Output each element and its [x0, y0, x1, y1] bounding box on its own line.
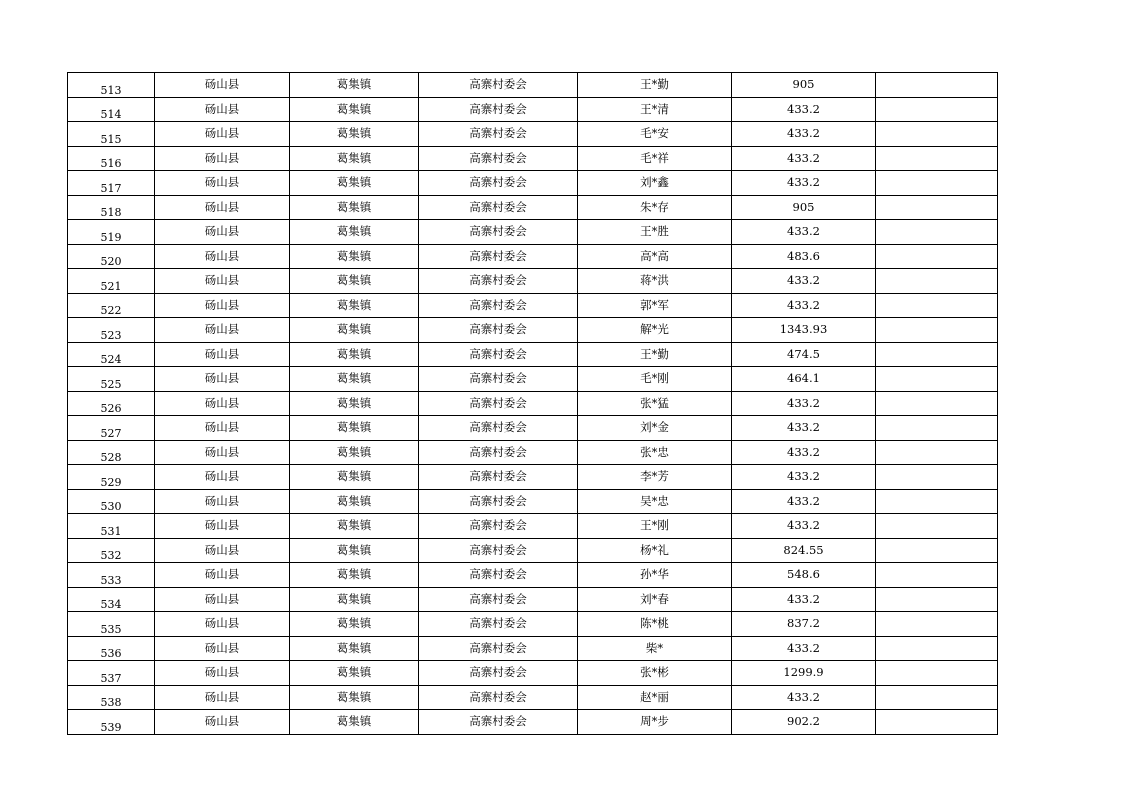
amount-cell: 905 [732, 195, 876, 220]
table-row [68, 587, 998, 612]
table-row [68, 661, 998, 686]
village-cell: 高寨村委会 [419, 710, 578, 735]
village-cell: 高寨村委会 [419, 514, 578, 539]
table-row [68, 318, 998, 343]
amount-cell: 483.6 [732, 244, 876, 269]
village-cell: 高寨村委会 [419, 122, 578, 147]
table-row [68, 514, 998, 539]
amount-cell: 824.55 [732, 538, 876, 563]
person-name-cell: 陈*桃 [578, 612, 732, 637]
row-number-cell: 521 [68, 269, 155, 294]
row-number-cell: 516 [68, 146, 155, 171]
row-number-cell: 520 [68, 244, 155, 269]
person-name-cell: 李*芳 [578, 465, 732, 490]
town-cell: 葛集镇 [290, 685, 419, 710]
county-cell: 砀山县 [155, 97, 290, 122]
table-row [68, 465, 998, 490]
note-cell [876, 171, 998, 196]
county-cell: 砀山县 [155, 195, 290, 220]
note-cell [876, 587, 998, 612]
town-cell: 葛集镇 [290, 367, 419, 392]
village-cell: 高寨村委会 [419, 146, 578, 171]
note-cell [876, 538, 998, 563]
person-name-cell: 周*步 [578, 710, 732, 735]
person-name-cell: 王*勤 [578, 342, 732, 367]
person-name-cell: 刘*金 [578, 416, 732, 441]
note-cell [876, 146, 998, 171]
town-cell: 葛集镇 [290, 293, 419, 318]
row-number-cell: 514 [68, 97, 155, 122]
note-cell [876, 367, 998, 392]
table-body [68, 73, 998, 735]
county-cell: 砀山县 [155, 220, 290, 245]
town-cell: 葛集镇 [290, 514, 419, 539]
note-cell [876, 318, 998, 343]
county-cell: 砀山县 [155, 269, 290, 294]
town-cell: 葛集镇 [290, 440, 419, 465]
table-row [68, 293, 998, 318]
county-cell: 砀山县 [155, 367, 290, 392]
town-cell: 葛集镇 [290, 563, 419, 588]
table-row [68, 685, 998, 710]
row-number-cell: 519 [68, 220, 155, 245]
amount-cell: 464.1 [732, 367, 876, 392]
town-cell: 葛集镇 [290, 220, 419, 245]
town-cell: 葛集镇 [290, 97, 419, 122]
person-name-cell: 赵*丽 [578, 685, 732, 710]
town-cell: 葛集镇 [290, 416, 419, 441]
village-cell: 高寨村委会 [419, 440, 578, 465]
village-cell: 高寨村委会 [419, 636, 578, 661]
amount-cell: 433.2 [732, 293, 876, 318]
row-number-cell: 515 [68, 122, 155, 147]
amount-cell: 433.2 [732, 146, 876, 171]
table-row [68, 416, 998, 441]
table-row [68, 97, 998, 122]
table-row [68, 244, 998, 269]
county-cell: 砀山县 [155, 612, 290, 637]
town-cell: 葛集镇 [290, 489, 419, 514]
person-name-cell: 刘*鑫 [578, 171, 732, 196]
amount-cell: 474.5 [732, 342, 876, 367]
amount-cell: 433.2 [732, 514, 876, 539]
note-cell [876, 244, 998, 269]
village-cell: 高寨村委会 [419, 587, 578, 612]
town-cell: 葛集镇 [290, 171, 419, 196]
note-cell [876, 661, 998, 686]
note-cell [876, 122, 998, 147]
amount-cell: 433.2 [732, 97, 876, 122]
note-cell [876, 612, 998, 637]
row-number-cell: 537 [68, 661, 155, 686]
county-cell: 砀山县 [155, 563, 290, 588]
table-row [68, 489, 998, 514]
county-cell: 砀山县 [155, 440, 290, 465]
note-cell [876, 97, 998, 122]
county-cell: 砀山县 [155, 342, 290, 367]
county-cell: 砀山县 [155, 244, 290, 269]
village-cell: 高寨村委会 [419, 269, 578, 294]
town-cell: 葛集镇 [290, 318, 419, 343]
county-cell: 砀山县 [155, 146, 290, 171]
town-cell: 葛集镇 [290, 342, 419, 367]
person-name-cell: 柴* [578, 636, 732, 661]
person-name-cell: 张*忠 [578, 440, 732, 465]
person-name-cell: 郭*军 [578, 293, 732, 318]
village-cell: 高寨村委会 [419, 293, 578, 318]
town-cell: 葛集镇 [290, 195, 419, 220]
table-row [68, 391, 998, 416]
county-cell: 砀山县 [155, 73, 290, 98]
town-cell: 葛集镇 [290, 587, 419, 612]
row-number-cell: 539 [68, 710, 155, 735]
village-cell: 高寨村委会 [419, 195, 578, 220]
amount-cell: 433.2 [732, 636, 876, 661]
county-cell: 砀山县 [155, 293, 290, 318]
county-cell: 砀山县 [155, 710, 290, 735]
row-number-cell: 524 [68, 342, 155, 367]
person-name-cell: 张*彬 [578, 661, 732, 686]
amount-cell: 433.2 [732, 587, 876, 612]
row-number-cell: 518 [68, 195, 155, 220]
county-cell: 砀山县 [155, 171, 290, 196]
town-cell: 葛集镇 [290, 73, 419, 98]
county-cell: 砀山县 [155, 318, 290, 343]
row-number-cell: 535 [68, 612, 155, 637]
subsidy-table [67, 72, 998, 735]
person-name-cell: 毛*安 [578, 122, 732, 147]
village-cell: 高寨村委会 [419, 244, 578, 269]
county-cell: 砀山县 [155, 685, 290, 710]
village-cell: 高寨村委会 [419, 73, 578, 98]
town-cell: 葛集镇 [290, 465, 419, 490]
town-cell: 葛集镇 [290, 636, 419, 661]
row-number-cell: 529 [68, 465, 155, 490]
note-cell [876, 73, 998, 98]
amount-cell: 433.2 [732, 440, 876, 465]
row-number-cell: 538 [68, 685, 155, 710]
person-name-cell: 王*勤 [578, 73, 732, 98]
note-cell [876, 269, 998, 294]
table-row [68, 710, 998, 735]
person-name-cell: 刘*春 [578, 587, 732, 612]
row-number-cell: 527 [68, 416, 155, 441]
note-cell [876, 685, 998, 710]
village-cell: 高寨村委会 [419, 391, 578, 416]
row-number-cell: 530 [68, 489, 155, 514]
table-row [68, 440, 998, 465]
row-number-cell: 532 [68, 538, 155, 563]
amount-cell: 1343.93 [732, 318, 876, 343]
note-cell [876, 391, 998, 416]
village-cell: 高寨村委会 [419, 538, 578, 563]
amount-cell: 433.2 [732, 465, 876, 490]
person-name-cell: 张*猛 [578, 391, 732, 416]
table-row [68, 171, 998, 196]
note-cell [876, 489, 998, 514]
person-name-cell: 吴*忠 [578, 489, 732, 514]
table-row [68, 342, 998, 367]
amount-cell: 433.2 [732, 489, 876, 514]
table-row [68, 122, 998, 147]
county-cell: 砀山县 [155, 416, 290, 441]
amount-cell: 548.6 [732, 563, 876, 588]
village-cell: 高寨村委会 [419, 661, 578, 686]
amount-cell: 433.2 [732, 171, 876, 196]
village-cell: 高寨村委会 [419, 489, 578, 514]
village-cell: 高寨村委会 [419, 416, 578, 441]
table-row [68, 612, 998, 637]
person-name-cell: 毛*祥 [578, 146, 732, 171]
village-cell: 高寨村委会 [419, 220, 578, 245]
town-cell: 葛集镇 [290, 710, 419, 735]
amount-cell: 837.2 [732, 612, 876, 637]
town-cell: 葛集镇 [290, 612, 419, 637]
note-cell [876, 440, 998, 465]
county-cell: 砀山县 [155, 391, 290, 416]
table-row [68, 367, 998, 392]
row-number-cell: 526 [68, 391, 155, 416]
table-row [68, 269, 998, 294]
village-cell: 高寨村委会 [419, 171, 578, 196]
row-number-cell: 513 [68, 73, 155, 98]
row-number-cell: 517 [68, 171, 155, 196]
amount-cell: 905 [732, 73, 876, 98]
note-cell [876, 342, 998, 367]
county-cell: 砀山县 [155, 122, 290, 147]
row-number-cell: 528 [68, 440, 155, 465]
note-cell [876, 710, 998, 735]
county-cell: 砀山县 [155, 465, 290, 490]
county-cell: 砀山县 [155, 661, 290, 686]
person-name-cell: 孙*华 [578, 563, 732, 588]
village-cell: 高寨村委会 [419, 612, 578, 637]
person-name-cell: 高*高 [578, 244, 732, 269]
note-cell [876, 465, 998, 490]
person-name-cell: 王*胜 [578, 220, 732, 245]
row-number-cell: 533 [68, 563, 155, 588]
village-cell: 高寨村委会 [419, 342, 578, 367]
amount-cell: 433.2 [732, 220, 876, 245]
person-name-cell: 杨*礼 [578, 538, 732, 563]
person-name-cell: 王*清 [578, 97, 732, 122]
town-cell: 葛集镇 [290, 244, 419, 269]
amount-cell: 433.2 [732, 416, 876, 441]
person-name-cell: 王*刚 [578, 514, 732, 539]
village-cell: 高寨村委会 [419, 563, 578, 588]
town-cell: 葛集镇 [290, 122, 419, 147]
county-cell: 砀山县 [155, 514, 290, 539]
village-cell: 高寨村委会 [419, 97, 578, 122]
table-row [68, 146, 998, 171]
table-row [68, 195, 998, 220]
note-cell [876, 416, 998, 441]
row-number-cell: 522 [68, 293, 155, 318]
village-cell: 高寨村委会 [419, 685, 578, 710]
amount-cell: 433.2 [732, 269, 876, 294]
village-cell: 高寨村委会 [419, 465, 578, 490]
county-cell: 砀山县 [155, 636, 290, 661]
town-cell: 葛集镇 [290, 146, 419, 171]
person-name-cell: 毛*刚 [578, 367, 732, 392]
row-number-cell: 525 [68, 367, 155, 392]
row-number-cell: 531 [68, 514, 155, 539]
table-row [68, 73, 998, 98]
note-cell [876, 563, 998, 588]
county-cell: 砀山县 [155, 489, 290, 514]
person-name-cell: 朱*存 [578, 195, 732, 220]
row-number-cell: 523 [68, 318, 155, 343]
town-cell: 葛集镇 [290, 661, 419, 686]
table-row [68, 563, 998, 588]
table-row [68, 538, 998, 563]
amount-cell: 902.2 [732, 710, 876, 735]
county-cell: 砀山县 [155, 538, 290, 563]
amount-cell: 433.2 [732, 391, 876, 416]
note-cell [876, 220, 998, 245]
town-cell: 葛集镇 [290, 269, 419, 294]
table-row [68, 636, 998, 661]
note-cell [876, 514, 998, 539]
person-name-cell: 解*光 [578, 318, 732, 343]
village-cell: 高寨村委会 [419, 318, 578, 343]
amount-cell: 433.2 [732, 685, 876, 710]
village-cell: 高寨村委会 [419, 367, 578, 392]
county-cell: 砀山县 [155, 587, 290, 612]
amount-cell: 433.2 [732, 122, 876, 147]
note-cell [876, 195, 998, 220]
town-cell: 葛集镇 [290, 391, 419, 416]
row-number-cell: 534 [68, 587, 155, 612]
note-cell [876, 636, 998, 661]
amount-cell: 1299.9 [732, 661, 876, 686]
person-name-cell: 蒋*洪 [578, 269, 732, 294]
town-cell: 葛集镇 [290, 538, 419, 563]
row-number-cell: 536 [68, 636, 155, 661]
table-row [68, 220, 998, 245]
note-cell [876, 293, 998, 318]
